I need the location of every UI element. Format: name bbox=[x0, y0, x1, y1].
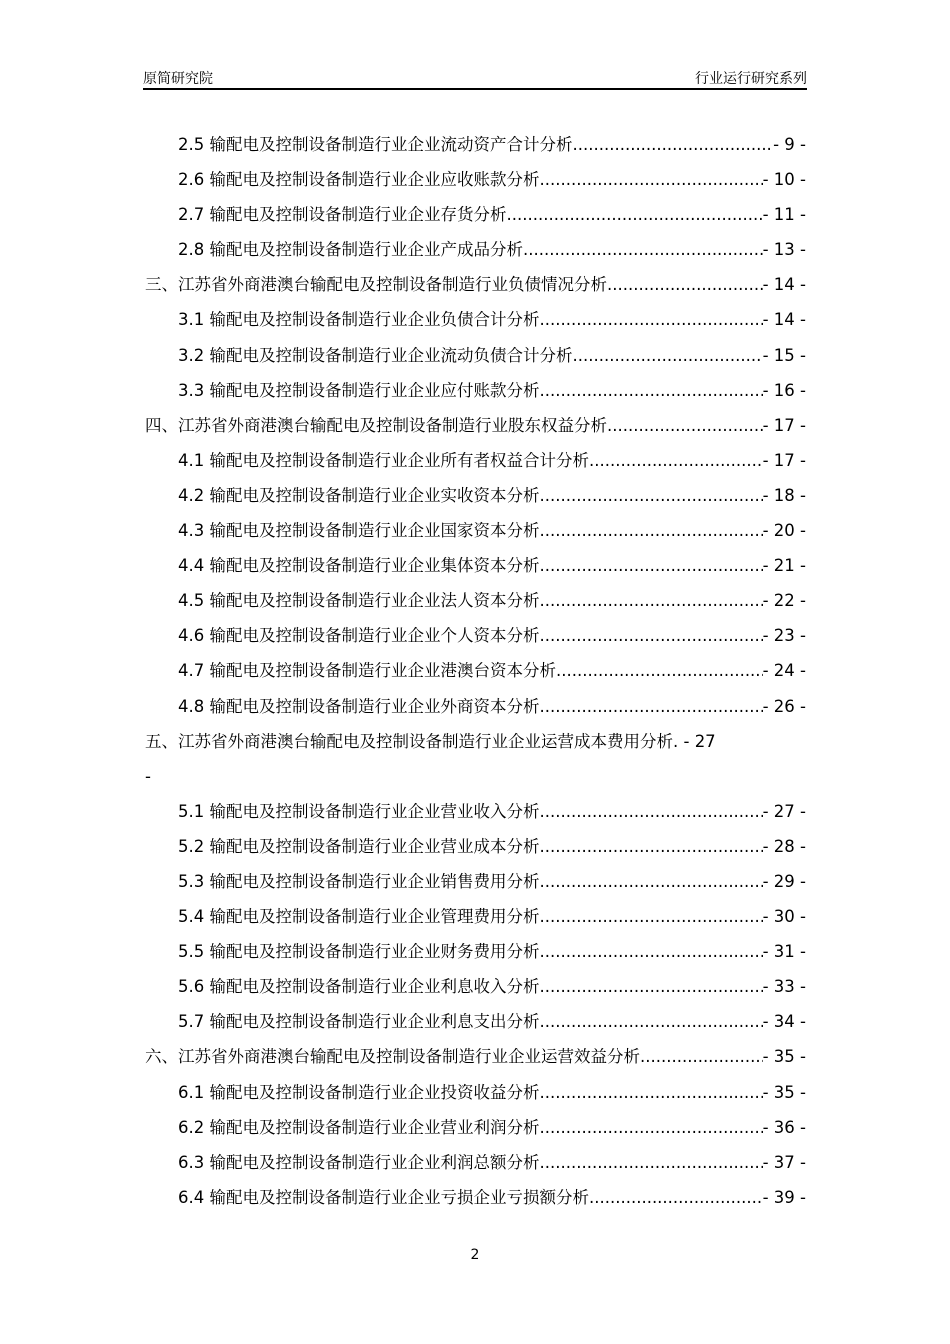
toc-entry[interactable] bbox=[145, 302, 806, 337]
toc-leader-dots bbox=[540, 1110, 763, 1145]
toc-entry-page: - 27 - bbox=[762, 801, 806, 821]
toc-entry-page: - 36 - bbox=[762, 1117, 806, 1137]
toc-entry[interactable] bbox=[145, 513, 806, 548]
toc-entry[interactable] bbox=[145, 794, 806, 829]
toc-leader-dots bbox=[540, 969, 763, 1004]
toc-entry[interactable] bbox=[145, 373, 806, 408]
toc-entry-title: 4.7 输配电及控制设备制造行业企业港澳台资本分析 bbox=[178, 661, 556, 681]
toc-leader-dots bbox=[540, 1145, 763, 1180]
toc-entry-title: 6.4 输配电及控制设备制造行业企业亏损企业亏损额分析 bbox=[178, 1187, 589, 1207]
toc-entry[interactable] bbox=[145, 1004, 806, 1039]
toc-entry[interactable] bbox=[145, 443, 806, 478]
toc-entry-title: 6.1 输配电及控制设备制造行业企业投资收益分析 bbox=[178, 1082, 540, 1102]
toc-entry[interactable] bbox=[145, 653, 806, 688]
toc-entry-title: 5.4 输配电及控制设备制造行业企业管理费用分析 bbox=[178, 907, 540, 927]
toc-leader-dots bbox=[523, 232, 763, 267]
toc-leader-dots bbox=[540, 794, 763, 829]
toc-entry-page: - 28 - bbox=[762, 836, 806, 856]
toc-entry-page: - 20 - bbox=[762, 521, 806, 541]
toc-entry[interactable] bbox=[145, 934, 806, 969]
toc-entry-page: - 13 - bbox=[762, 240, 806, 260]
toc-entry[interactable] bbox=[145, 1075, 806, 1110]
toc-entry[interactable] bbox=[145, 829, 806, 864]
toc-entry-page: - 35 - bbox=[762, 1047, 806, 1067]
toc-leader-dots bbox=[540, 373, 763, 408]
toc-entry-title: 4.2 输配电及控制设备制造行业企业实收资本分析 bbox=[178, 485, 540, 505]
toc-entry-title: 4.6 输配电及控制设备制造行业企业个人资本分析 bbox=[178, 626, 540, 646]
toc-entry-title: 2.5 输配电及控制设备制造行业企业流动资产合计分析 bbox=[178, 135, 573, 154]
toc-entry[interactable] bbox=[145, 1110, 806, 1145]
toc-entry[interactable] bbox=[145, 618, 806, 653]
toc-entry-title: 六、江苏省外商港澳台输配电及控制设备制造行业企业运营效益分析 bbox=[145, 1047, 640, 1067]
toc-leader-dots bbox=[540, 1075, 763, 1110]
toc-entry-title: 5.6 输配电及控制设备制造行业企业利息收入分析 bbox=[178, 977, 540, 997]
toc-entry-title: 5.7 输配电及控制设备制造行业企业利息支出分析 bbox=[178, 1012, 540, 1032]
header-org: 原简研究院 bbox=[143, 71, 213, 87]
toc-entry-page: - 9 - bbox=[773, 135, 806, 154]
toc-leader-dots bbox=[556, 653, 763, 688]
toc-entry[interactable] bbox=[145, 1145, 806, 1180]
header-series: 行业运行研究系列 bbox=[695, 71, 807, 87]
toc-leader-dots bbox=[607, 408, 763, 443]
toc-entry[interactable] bbox=[145, 689, 806, 724]
toc-leader-dots bbox=[540, 1004, 763, 1039]
table-of-contents bbox=[145, 127, 806, 1215]
toc-entry-title: 4.1 输配电及控制设备制造行业企业所有者权益合计分析 bbox=[178, 450, 589, 470]
toc-entry-page: - 33 - bbox=[762, 977, 806, 997]
toc-leader-dots bbox=[540, 302, 763, 337]
toc-leader-dots bbox=[607, 267, 763, 302]
toc-leader-dots bbox=[573, 127, 774, 162]
toc-leader-dots bbox=[540, 583, 763, 618]
toc-entry[interactable] bbox=[145, 548, 806, 583]
toc-entry-title: 2.6 输配电及控制设备制造行业企业应收账款分析 bbox=[178, 170, 540, 190]
toc-entry[interactable] bbox=[145, 232, 806, 267]
toc-entry-page: - 15 - bbox=[762, 345, 806, 365]
toc-entry-title: 5.2 输配电及控制设备制造行业企业营业成本分析 bbox=[178, 836, 540, 856]
toc-entry-page: - 34 - bbox=[762, 1012, 806, 1032]
toc-entry-title: 五、江苏省外商港澳台输配电及控制设备制造行业企业运营成本费用分析. - 27 bbox=[145, 731, 716, 751]
toc-entry[interactable] bbox=[145, 899, 806, 934]
toc-entry[interactable] bbox=[145, 1039, 806, 1074]
toc-entry-page: - 39 - bbox=[762, 1187, 806, 1207]
toc-entry-title: 4.3 输配电及控制设备制造行业企业国家资本分析 bbox=[178, 521, 540, 541]
toc-entry[interactable] bbox=[145, 267, 806, 302]
toc-entry-title: 4.4 输配电及控制设备制造行业企业集体资本分析 bbox=[178, 556, 540, 576]
toc-entry[interactable] bbox=[145, 197, 806, 232]
toc-entry-page: - 14 - bbox=[762, 310, 806, 330]
toc-entry-title: 2.8 输配电及控制设备制造行业企业产成品分析 bbox=[178, 240, 523, 260]
toc-leader-dots bbox=[540, 864, 763, 899]
toc-entry-page: - 24 - bbox=[762, 661, 806, 681]
toc-entry-page: - 17 - bbox=[762, 415, 806, 435]
toc-leader-dots bbox=[540, 689, 763, 724]
toc-leader-dots bbox=[507, 197, 763, 232]
toc-entry-page: - 14 - bbox=[762, 275, 806, 295]
toc-leader-dots bbox=[540, 513, 763, 548]
toc-leader-dots bbox=[540, 162, 763, 197]
toc-entry-title: 4.5 输配电及控制设备制造行业企业法人资本分析 bbox=[178, 591, 540, 611]
page-header bbox=[143, 66, 807, 90]
toc-leader-dots bbox=[540, 618, 763, 653]
toc-entry-title: 3.1 输配电及控制设备制造行业企业负债合计分析 bbox=[178, 310, 540, 330]
toc-entry[interactable] bbox=[145, 338, 806, 373]
toc-entry-title: 6.3 输配电及控制设备制造行业企业利润总额分析 bbox=[178, 1152, 540, 1172]
toc-leader-dots bbox=[540, 548, 763, 583]
toc-entry-title: 5.5 输配电及控制设备制造行业企业财务费用分析 bbox=[178, 942, 540, 962]
toc-leader-dots bbox=[540, 934, 763, 969]
toc-entry[interactable] bbox=[145, 162, 806, 197]
toc-entry-title: 三、江苏省外商港澳台输配电及控制设备制造行业负债情况分析 bbox=[145, 275, 607, 295]
toc-entry-title: 2.7 输配电及控制设备制造行业企业存货分析 bbox=[178, 205, 507, 225]
toc-entry-page: - 18 - bbox=[762, 485, 806, 505]
toc-entry[interactable] bbox=[145, 127, 806, 162]
toc-leader-dots bbox=[540, 899, 763, 934]
toc-entry-page: - 21 - bbox=[762, 556, 806, 576]
toc-leader-dots bbox=[573, 338, 763, 373]
toc-entry-title: 4.8 输配电及控制设备制造行业企业外商资本分析 bbox=[178, 696, 540, 716]
toc-leader-dots bbox=[589, 443, 763, 478]
toc-entry-title: 四、江苏省外商港澳台输配电及控制设备制造行业股东权益分析 bbox=[145, 415, 607, 435]
toc-entry-title: 3.2 输配电及控制设备制造行业企业流动负债合计分析 bbox=[178, 345, 573, 365]
toc-entry[interactable] bbox=[145, 864, 806, 899]
toc-entry[interactable] bbox=[145, 408, 806, 443]
toc-entry-title: 5.3 输配电及控制设备制造行业企业销售费用分析 bbox=[178, 871, 540, 891]
toc-leader-dots bbox=[540, 478, 763, 513]
toc-entry[interactable] bbox=[145, 724, 806, 759]
toc-entry-title: 5.1 输配电及控制设备制造行业企业营业收入分析 bbox=[178, 801, 540, 821]
toc-leader-dots bbox=[640, 1039, 763, 1074]
toc-entry-page: - 29 - bbox=[762, 871, 806, 891]
toc-entry-page: - 30 - bbox=[762, 907, 806, 927]
toc-entry-page: - 16 - bbox=[762, 380, 806, 400]
toc-entry-page: - 11 - bbox=[762, 205, 806, 225]
toc-entry-page: - 22 - bbox=[762, 591, 806, 611]
toc-entry[interactable] bbox=[145, 583, 806, 618]
toc-entry[interactable] bbox=[145, 1180, 806, 1215]
toc-leader-dots bbox=[540, 829, 763, 864]
toc-entry-page: - 31 - bbox=[762, 942, 806, 962]
toc-entry-page: - 17 - bbox=[762, 450, 806, 470]
toc-entry[interactable] bbox=[145, 478, 806, 513]
toc-entry-page: - 37 - bbox=[762, 1152, 806, 1172]
toc-entry-page: - bbox=[145, 766, 151, 786]
page-number: 2 bbox=[470, 1247, 480, 1263]
toc-leader-dots bbox=[589, 1180, 763, 1215]
toc-entry-page: - 10 - bbox=[762, 170, 806, 190]
toc-entry[interactable] bbox=[145, 969, 806, 1004]
toc-entry-page: - 35 - bbox=[762, 1082, 806, 1102]
toc-entry-title: 6.2 输配电及控制设备制造行业企业营业利润分析 bbox=[178, 1117, 540, 1137]
toc-entry-page: - 26 - bbox=[762, 696, 806, 716]
toc-entry-title: 3.3 输配电及控制设备制造行业企业应付账款分析 bbox=[178, 380, 540, 400]
toc-entry-continuation bbox=[145, 759, 806, 794]
toc-entry-page: - 23 - bbox=[762, 626, 806, 646]
